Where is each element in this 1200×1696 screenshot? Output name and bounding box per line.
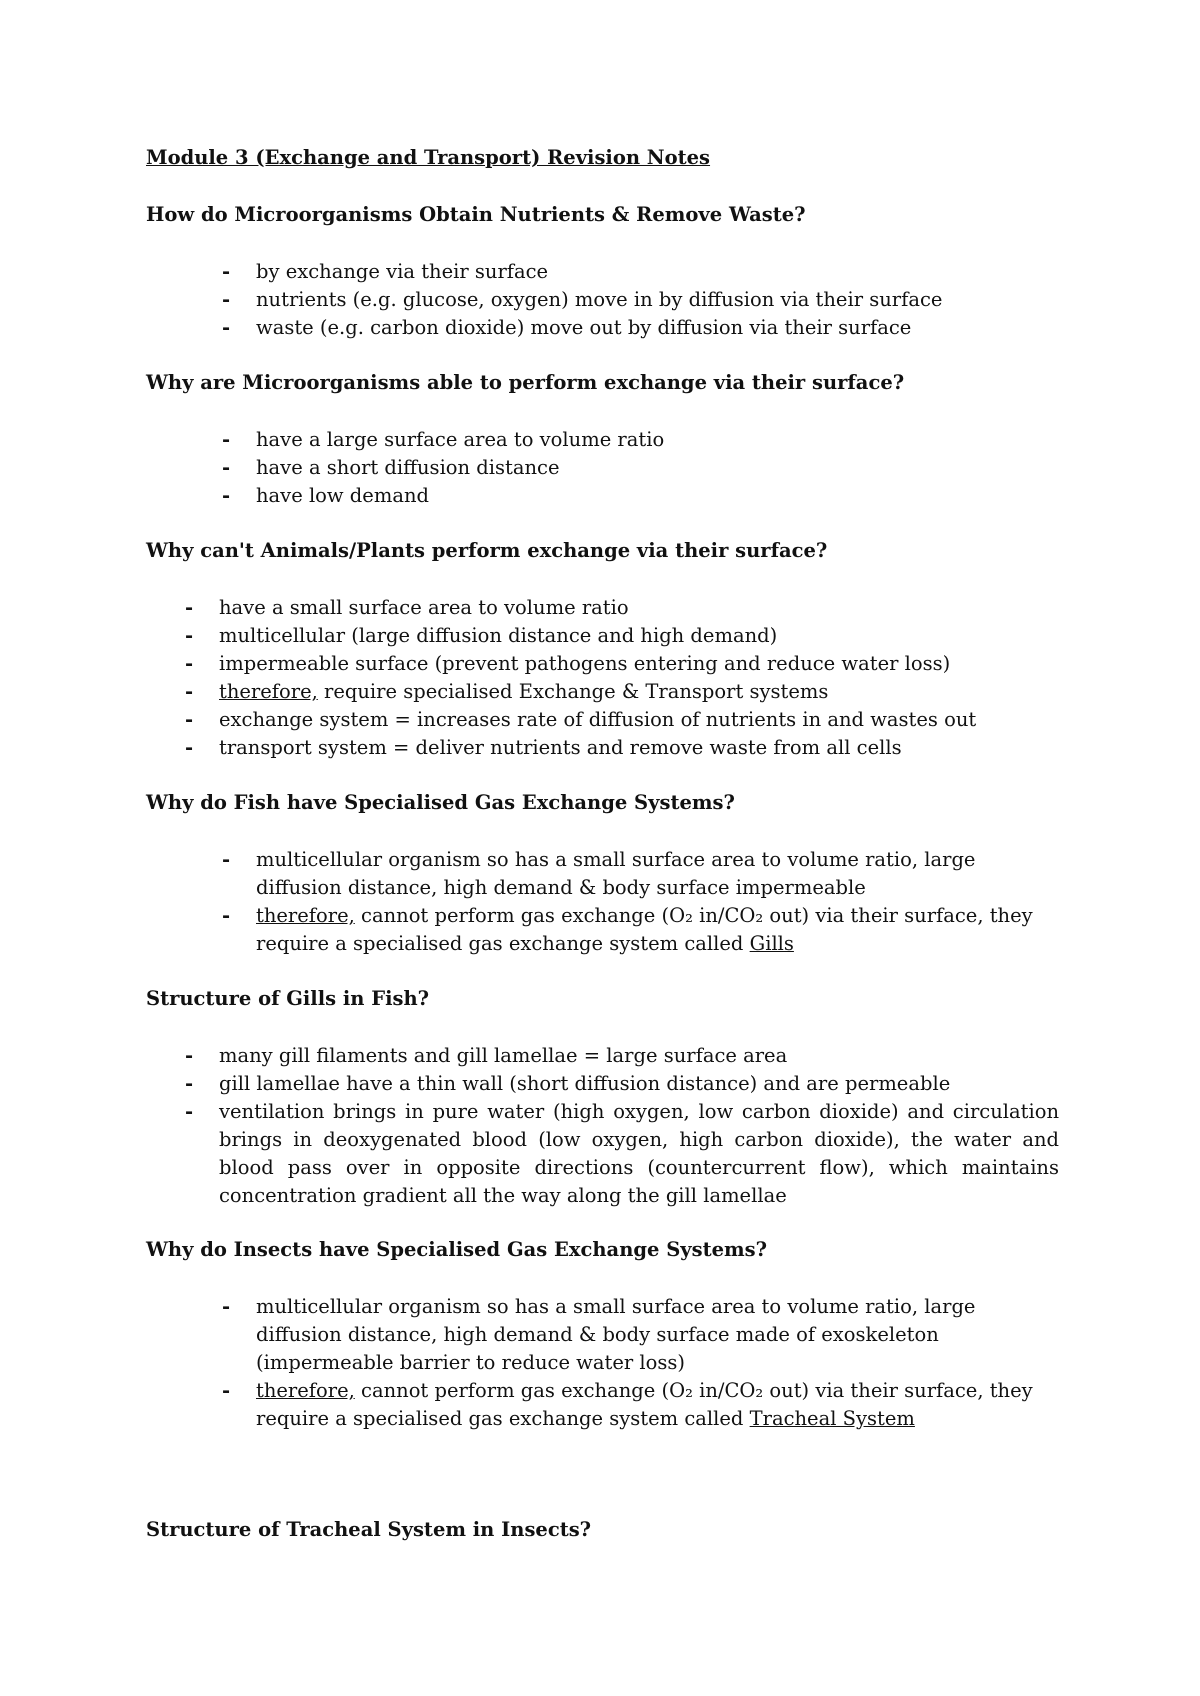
list-item: - transport system = deliver nutrients and remove waste from all cells [219,734,999,762]
list-gills-structure [185,1042,1059,1210]
list-item: - gill lamellae have a thin wall (short diffusion distance) and are permeable [219,1070,1059,1098]
term-gills: Gills [749,932,794,955]
dash-bullet: - [185,1072,194,1095]
underlined-therefore: therefore, [219,680,318,703]
list-item: - exchange system = increases rate of diffusion of nutrients in and wastes out [219,706,999,734]
heading-microorganisms-obtain-nutrients: How do Microorganisms Obtain Nutrients & Remove Waste? [146,203,806,226]
dash-bullet: - [222,1295,231,1318]
heading-gills-structure: Structure of Gills in Fish? [146,987,430,1010]
dash-bullet: - [222,484,231,507]
dash-bullet: - [222,316,231,339]
list-item: - multicellular (large diffusion distance and high demand) [219,622,999,650]
list-item: - impermeable surface (prevent pathogens entering and reduce water loss) [219,650,999,678]
dash-bullet: - [222,1379,231,1402]
list-microorganisms-obtain [222,258,956,342]
list-item: - have a large surface area to volume ratio [256,426,956,454]
heading-microorganisms-able: Why are Microorganisms able to perform exchange via their surface? [146,371,905,394]
list-item: - have a small surface area to volume ratio [219,594,999,622]
list-item: - have low demand [256,482,956,510]
term-tracheal-system: Tracheal System [749,1407,915,1430]
dash-bullet: - [185,652,194,675]
dash-bullet: - [222,848,231,871]
list-insects-gas-exchange [222,1293,1056,1433]
underlined-therefore: therefore, [256,1379,355,1402]
list-item: - have a short diffusion distance [256,454,956,482]
list-item: - therefore, cannot perform gas exchange (O₂ in/CO₂ out) via their surface, they require a specialised gas exchange system called Gills [222,904,1033,955]
list-item: - multicellular organism so has a small surface area to volume ratio, large diffusion distance, high demand & body surface made of exoskeleton (impermeable barrier to reduce water loss) [222,1295,976,1374]
dash-bullet: - [222,456,231,479]
list-microorganisms-able [222,426,956,510]
list-item: - ventilation brings in pure water (high oxygen, low carbon dioxide) and circulation brings in deoxygenated blood (low oxygen, high carbon dioxide), the water and blood pass over in opposite directions (countercurrent flow), which maintains concentration gradient all the way along the gill lamellae [185,1100,1059,1207]
list-animals-plants-cannot [185,594,999,762]
list-item: - therefore, cannot perform gas exchange (O₂ in/CO₂ out) via their surface, they require a specialised gas exchange system called Tracheal System [222,1379,1033,1430]
dash-bullet: - [222,260,231,283]
dash-bullet: - [185,624,194,647]
list-fish-gas-exchange [222,846,1056,958]
heading-insects-gas-exchange: Why do Insects have Specialised Gas Exchange Systems? [146,1238,768,1261]
heading-fish-gas-exchange: Why do Fish have Specialised Gas Exchange Systems? [146,791,735,814]
dash-bullet: - [222,288,231,311]
underlined-therefore: therefore, [256,904,355,927]
list-item: - by exchange via their surface [256,258,956,286]
list-item: - therefore, require specialised Exchange & Transport systems [219,678,999,706]
dash-bullet: - [185,708,194,731]
dash-bullet: - [185,1100,194,1123]
dash-bullet: - [185,680,194,703]
dash-bullet: - [222,428,231,451]
list-item: - waste (e.g. carbon dioxide) move out by diffusion via their surface [256,314,956,342]
list-item: - multicellular organism so has a small surface area to volume ratio, large diffusion distance, high demand & body surface impermeable [222,848,976,899]
dash-bullet: - [185,736,194,759]
dash-bullet: - [185,1044,194,1067]
list-item: - nutrients (e.g. glucose, oxygen) move in by diffusion via their surface [256,286,956,314]
heading-animals-plants-cannot: Why can't Animals/Plants perform exchange via their surface? [146,539,828,562]
dash-bullet: - [222,904,231,927]
heading-tracheal-structure: Structure of Tracheal System in Insects? [146,1518,592,1541]
list-item: - many gill filaments and gill lamellae = large surface area [219,1042,1059,1070]
document-title: Module 3 (Exchange and Transport) Revision Notes [146,146,711,169]
dash-bullet: - [185,596,194,619]
